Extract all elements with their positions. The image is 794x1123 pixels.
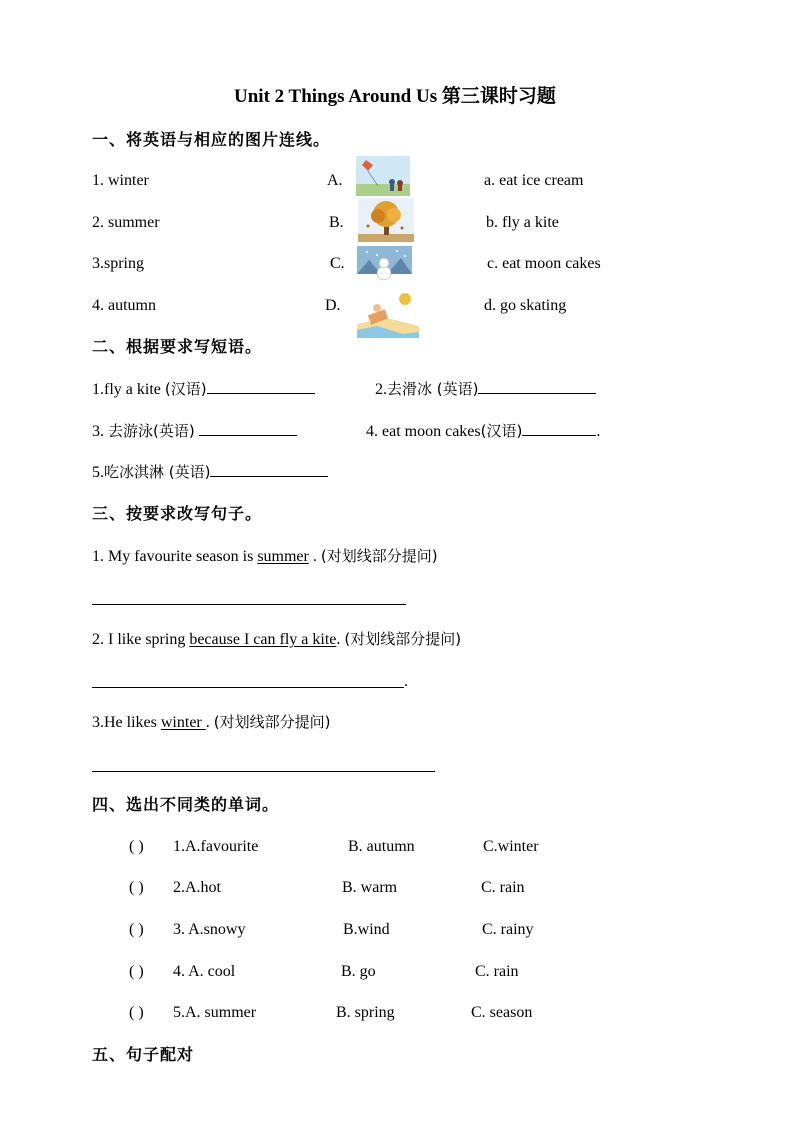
rewrite-2-post: . bbox=[336, 631, 345, 648]
rewrite-3-underlined: winter bbox=[160, 714, 206, 731]
rewrite-2-underlined: because I can fly a kite bbox=[189, 631, 337, 648]
matching-letter-c: C. bbox=[330, 255, 345, 272]
answer-line-3[interactable] bbox=[92, 771, 435, 772]
odd-row-1-c: C.winter bbox=[483, 838, 539, 855]
phrase-4-blank[interactable] bbox=[522, 421, 596, 436]
matching-left-3: 3.spring bbox=[92, 255, 144, 272]
section-3-heading: 三、按要求改写句子。 bbox=[92, 504, 263, 523]
section-2-heading: 二、根据要求写短语。 bbox=[92, 337, 263, 356]
answer-line-2[interactable] bbox=[92, 687, 404, 688]
phrase-2-text: 去滑冰 (英语) bbox=[387, 380, 479, 398]
odd-row-3-a: 3. A.snowy bbox=[173, 921, 246, 938]
matching-right-b: b. fly a kite bbox=[486, 214, 559, 231]
odd-row-3-b: B.wind bbox=[343, 921, 390, 938]
phrase-5-num: 5. bbox=[92, 464, 104, 481]
odd-row-5-b: B. spring bbox=[336, 1004, 395, 1021]
phrase-3 bbox=[92, 421, 297, 442]
phrase-1-text: 1.fly a kite bbox=[92, 381, 165, 398]
answer-line-2-period: . bbox=[404, 673, 408, 690]
rewrite-1-post: . bbox=[308, 548, 321, 565]
odd-row-1-paren[interactable]: ( ) bbox=[129, 838, 144, 855]
phrase-2 bbox=[375, 379, 596, 400]
rewrite-question-2 bbox=[92, 629, 461, 650]
section-5-heading: 五、句子配对 bbox=[92, 1045, 195, 1064]
odd-row-4-c: C. rain bbox=[475, 963, 519, 980]
phrase-4-end: . bbox=[596, 423, 601, 440]
odd-row-5-paren[interactable]: ( ) bbox=[129, 1004, 144, 1021]
matching-left-1: 1. winter bbox=[92, 172, 149, 189]
odd-row-1-b: B. autumn bbox=[348, 838, 415, 855]
rewrite-question-1 bbox=[92, 546, 438, 567]
odd-row-2-paren[interactable]: ( ) bbox=[129, 879, 144, 896]
odd-row-5-a: 5.A. summer bbox=[173, 1004, 257, 1021]
odd-row-2-a: 2.A.hot bbox=[173, 879, 221, 896]
phrase-2-blank[interactable] bbox=[478, 379, 596, 394]
matching-right-a: a. eat ice cream bbox=[484, 172, 584, 189]
rewrite-3-instruction: (对划线部分提问) bbox=[213, 713, 331, 731]
phrase-3-text: 去游泳(英语) bbox=[108, 422, 200, 440]
odd-row-5-c: C. season bbox=[471, 1004, 533, 1021]
phrase-4 bbox=[366, 421, 600, 442]
rewrite-2-instruction: (对划线部分提问) bbox=[344, 630, 462, 648]
matching-left-4: 4. autumn bbox=[92, 297, 156, 314]
phrase-4-hint: (汉语) bbox=[480, 422, 523, 440]
odd-row-4-b: B. go bbox=[341, 963, 376, 980]
page-title: Unit 2 Things Around Us 第三课时习题 bbox=[234, 86, 556, 107]
odd-row-4-paren[interactable]: ( ) bbox=[129, 963, 144, 980]
phrase-1-blank[interactable] bbox=[207, 379, 315, 394]
phrase-4-text: 4. eat moon cakes bbox=[366, 423, 481, 440]
kite-picture bbox=[356, 156, 410, 196]
rewrite-3-pre: 3.He likes bbox=[92, 714, 161, 731]
rewrite-1-instruction: (对划线部分提问) bbox=[320, 547, 438, 565]
matching-left-2: 2. summer bbox=[92, 214, 160, 231]
snowman-picture bbox=[357, 246, 412, 286]
odd-row-4-a: 4. A. cool bbox=[173, 963, 236, 980]
rewrite-2-pre: 2. I like spring bbox=[92, 631, 190, 648]
phrase-3-num: 3. bbox=[92, 423, 108, 440]
matching-right-c: c. eat moon cakes bbox=[487, 255, 601, 272]
matching-right-d: d. go skating bbox=[484, 297, 567, 314]
answer-line-1[interactable] bbox=[92, 604, 406, 605]
beach-picture bbox=[357, 290, 419, 338]
matching-letter-a: A. bbox=[327, 172, 343, 189]
odd-row-3-c: C. rainy bbox=[482, 921, 534, 938]
phrase-5-text: 吃冰淇淋 (英语) bbox=[104, 463, 211, 481]
rewrite-1-pre: 1. My favourite season is bbox=[92, 548, 258, 565]
phrase-5 bbox=[92, 462, 328, 483]
autumn-tree-picture bbox=[358, 198, 414, 242]
phrase-3-blank[interactable] bbox=[199, 421, 297, 436]
phrase-5-blank[interactable] bbox=[210, 462, 328, 477]
odd-row-3-paren[interactable]: ( ) bbox=[129, 921, 144, 938]
odd-row-1-a: 1.A.favourite bbox=[173, 838, 259, 855]
matching-letter-b: B. bbox=[329, 214, 344, 231]
rewrite-3-post: . bbox=[205, 714, 214, 731]
phrase-2-num: 2. bbox=[375, 381, 387, 398]
section-1-heading: 一、将英语与相应的图片连线。 bbox=[92, 130, 331, 149]
phrase-1-hint: (汉语) bbox=[164, 380, 207, 398]
section-4-heading: 四、选出不同类的单词。 bbox=[92, 795, 280, 814]
matching-letter-d: D. bbox=[325, 297, 341, 314]
rewrite-1-underlined: summer bbox=[257, 548, 309, 565]
phrase-1 bbox=[92, 379, 315, 400]
odd-row-2-b: B. warm bbox=[342, 879, 398, 896]
odd-row-2-c: C. rain bbox=[481, 879, 525, 896]
rewrite-question-3 bbox=[92, 712, 330, 733]
